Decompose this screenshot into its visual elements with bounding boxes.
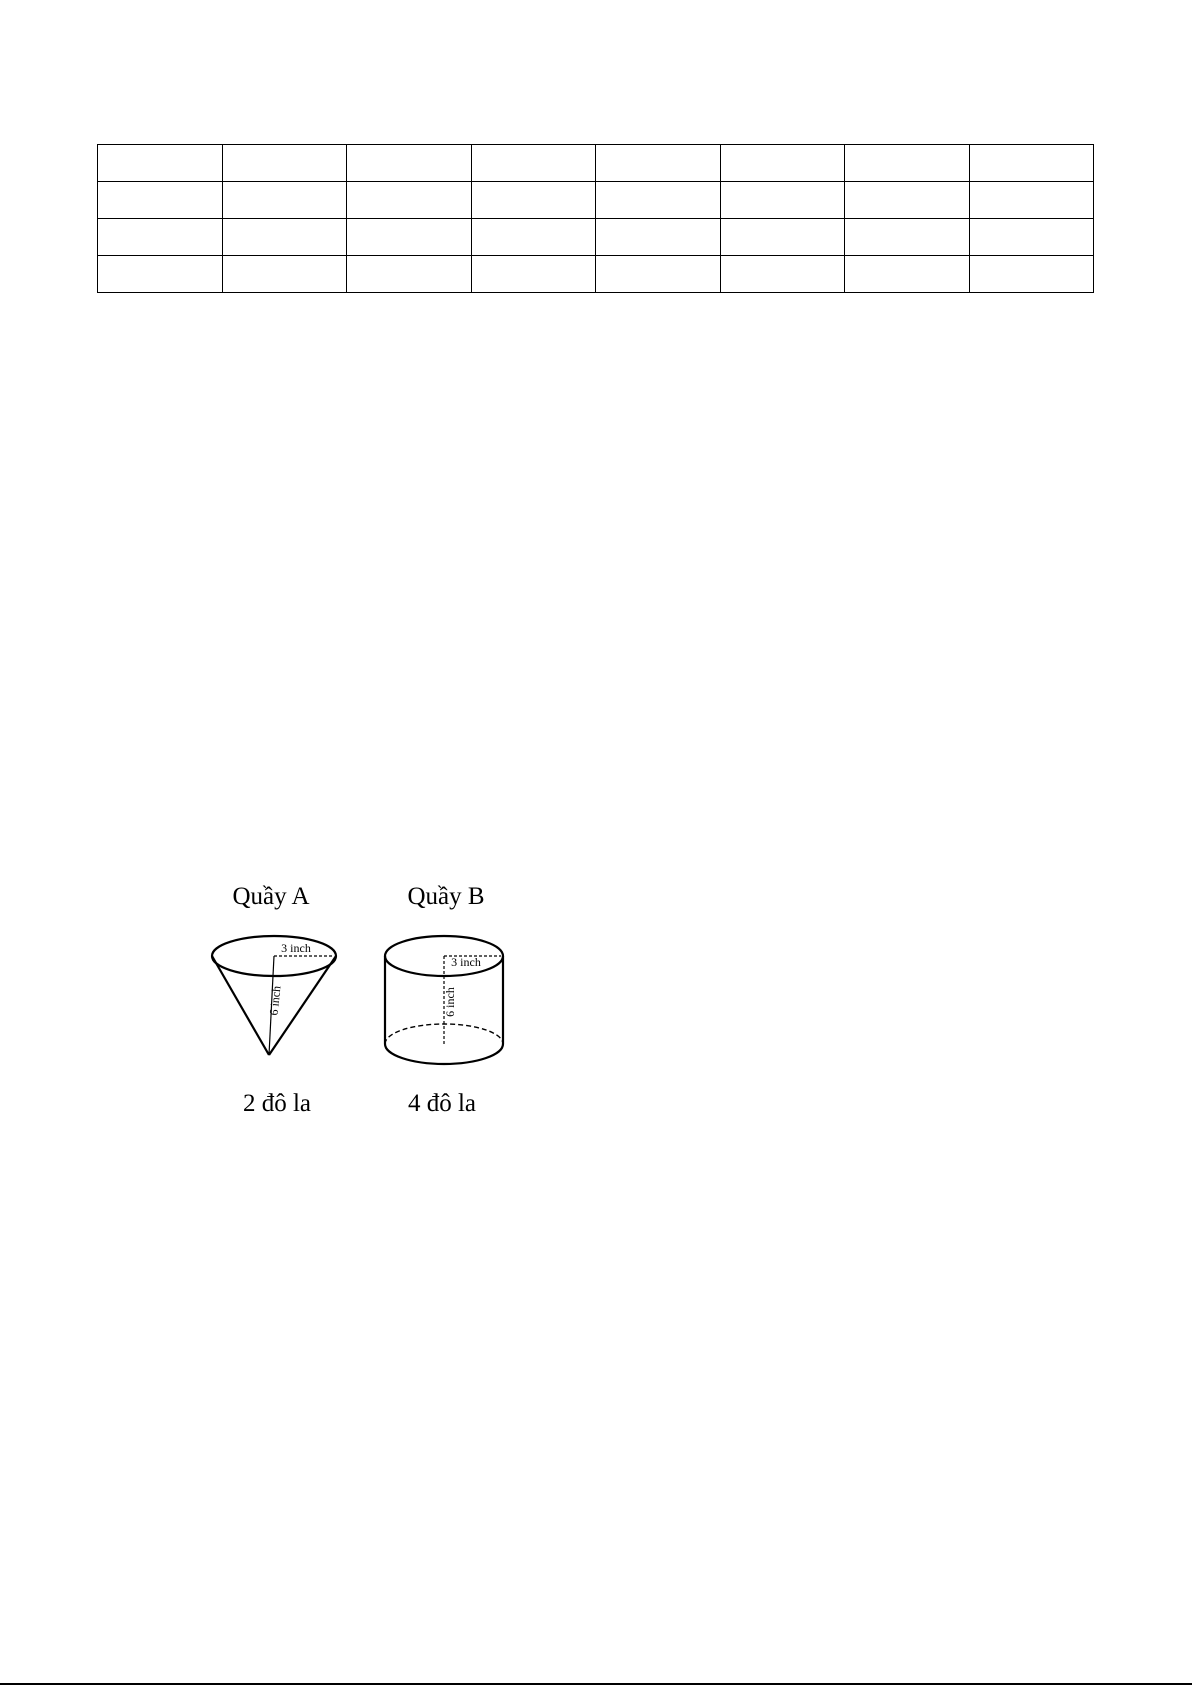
cylinder-height-label: 6 inch bbox=[443, 987, 457, 1017]
cylinder-radius-label: 3 inch bbox=[451, 955, 481, 969]
booth-a-label: Quầy A bbox=[232, 883, 310, 910]
cone-height-label: 6 inch bbox=[266, 985, 284, 1017]
booth-b-label: Quầy B bbox=[407, 883, 485, 910]
cone-radius-label: 3 inch bbox=[281, 941, 311, 955]
booth-b-price: 4 đô la bbox=[407, 1090, 477, 1117]
booth-a-price: 2 đô la bbox=[242, 1090, 312, 1117]
